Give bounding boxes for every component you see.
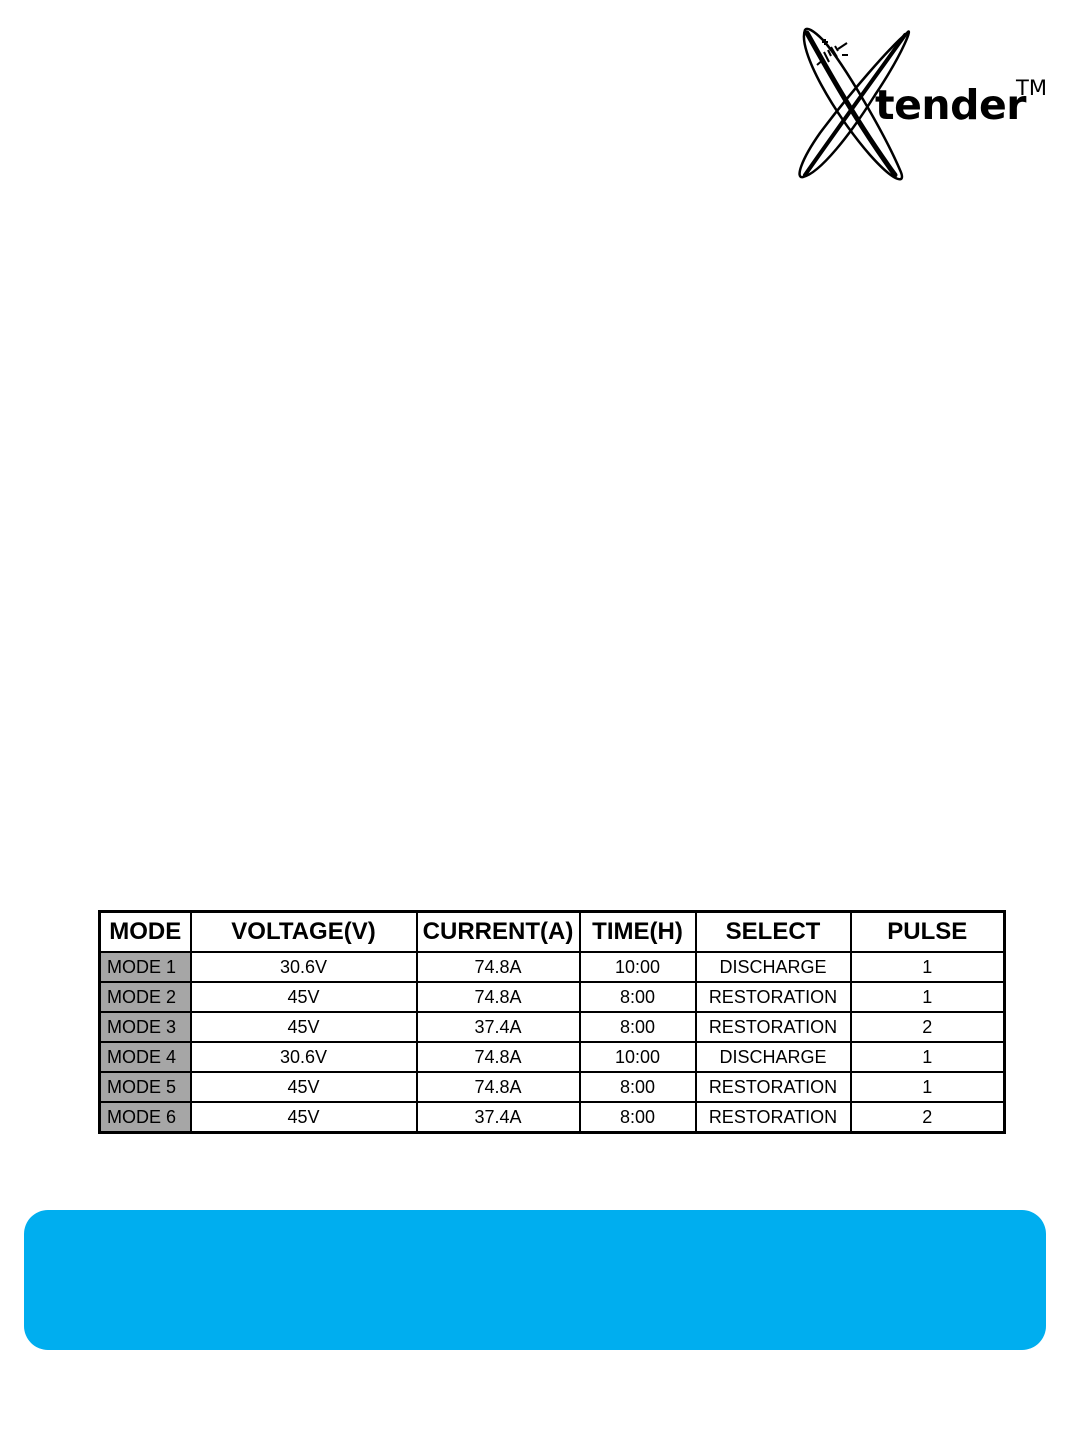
- time-cell: 10:00: [580, 952, 696, 982]
- header-voltage: VOLTAGE(V): [191, 912, 417, 953]
- voltage-cell: 30.6V: [191, 1042, 417, 1072]
- time-cell: 8:00: [580, 982, 696, 1012]
- mode-cell: MODE 2: [100, 982, 191, 1012]
- mode-cell: MODE 5: [100, 1072, 191, 1102]
- time-cell: 8:00: [580, 1102, 696, 1133]
- select-cell: RESTORATION: [696, 1072, 851, 1102]
- mode-cell: MODE 4: [100, 1042, 191, 1072]
- pulse-cell: 2: [851, 1012, 1005, 1042]
- mode-settings-table: [98, 910, 1006, 1134]
- logo-wordmark: tender: [875, 81, 1026, 129]
- select-cell: DISCHARGE: [696, 1042, 851, 1072]
- time-cell: 10:00: [580, 1042, 696, 1072]
- pulse-cell: 1: [851, 952, 1005, 982]
- table-header-row: [100, 912, 1005, 953]
- pulse-cell: 2: [851, 1102, 1005, 1133]
- pulse-cell: 1: [851, 1072, 1005, 1102]
- select-cell: RESTORATION: [696, 1102, 851, 1133]
- current-cell: 74.8A: [417, 982, 580, 1012]
- time-cell: 8:00: [580, 1072, 696, 1102]
- mode-cell: MODE 1: [100, 952, 191, 982]
- header-pulse: PULSE: [851, 912, 1005, 953]
- current-cell: 37.4A: [417, 1102, 580, 1133]
- current-cell: 74.8A: [417, 1042, 580, 1072]
- table-row: [100, 1102, 1005, 1133]
- table-row: [100, 952, 1005, 982]
- select-cell: RESTORATION: [696, 1012, 851, 1042]
- table-row: [100, 982, 1005, 1012]
- current-cell: 37.4A: [417, 1012, 580, 1042]
- current-cell: 74.8A: [417, 952, 580, 982]
- table-row: [100, 1072, 1005, 1102]
- voltage-cell: 45V: [191, 1072, 417, 1102]
- pulse-cell: 1: [851, 982, 1005, 1012]
- table-row: [100, 1042, 1005, 1072]
- trademark-symbol: TM: [1016, 76, 1047, 100]
- xtender-logo: [795, 25, 1055, 190]
- pulse-cell: 1: [851, 1042, 1005, 1072]
- table-row: [100, 1012, 1005, 1042]
- header-current: CURRENT(A): [417, 912, 580, 953]
- mode-cell: MODE 3: [100, 1012, 191, 1042]
- voltage-cell: 45V: [191, 1102, 417, 1133]
- header-mode: MODE: [100, 912, 191, 953]
- select-cell: RESTORATION: [696, 982, 851, 1012]
- voltage-cell: 45V: [191, 982, 417, 1012]
- current-cell: 74.8A: [417, 1072, 580, 1102]
- time-cell: 8:00: [580, 1012, 696, 1042]
- voltage-cell: 45V: [191, 1012, 417, 1042]
- blue-footer-banner: [24, 1210, 1046, 1350]
- select-cell: DISCHARGE: [696, 952, 851, 982]
- voltage-cell: 30.6V: [191, 952, 417, 982]
- header-select: SELECT: [696, 912, 851, 953]
- mode-cell: MODE 6: [100, 1102, 191, 1133]
- header-time: TIME(H): [580, 912, 696, 953]
